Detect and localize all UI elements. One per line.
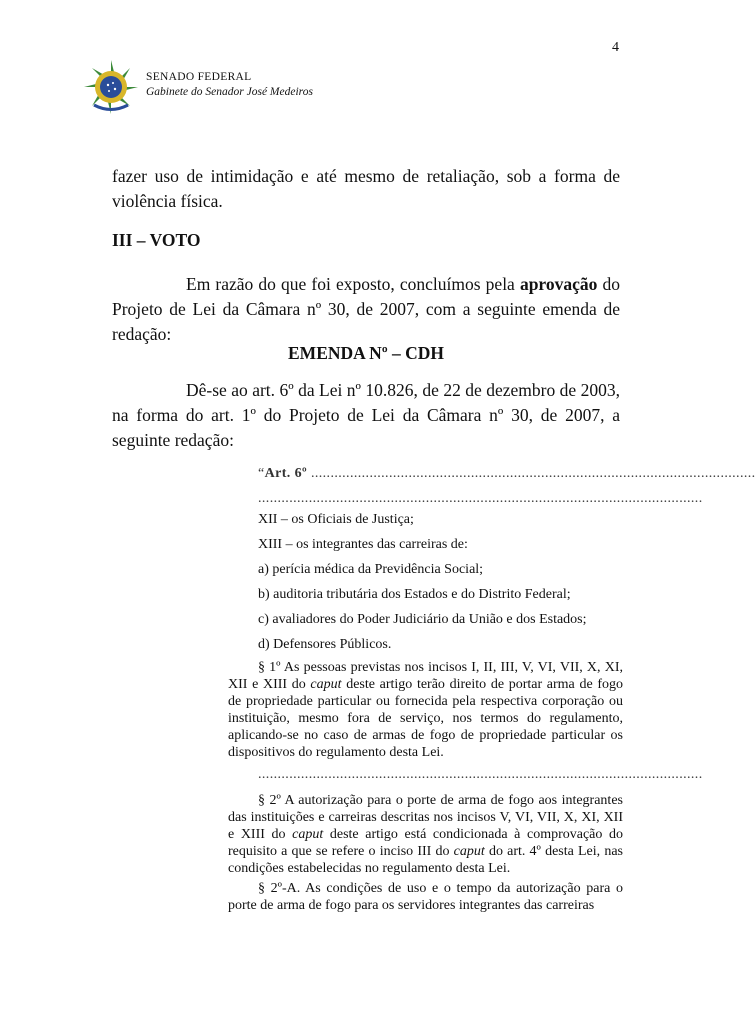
coat-of-arms-seal-icon	[82, 58, 140, 116]
article-label: Art. 6º	[264, 466, 308, 481]
list-item: XIII – os integrantes das carreiras de:	[258, 537, 468, 552]
paragraph-conclusion	[112, 272, 620, 347]
approval-word: aprovação	[519, 274, 598, 294]
page-number: 4	[612, 40, 619, 55]
list-item: b) auditoria tributária dos Estados e do Distrito Federal;	[258, 587, 571, 602]
paragraph-amendment-rest: na forma do art. 1º do Projeto de Lei da Câmara nº 30, de 2007, a seguinte redação:	[112, 405, 620, 450]
list-item: d) Defensores Públicos.	[258, 637, 392, 652]
paragraph-intimidation: fazer uso de intimidação e até mesmo de retaliação, sob a forma de violência física.	[112, 166, 620, 211]
ellipsis-line: ..................................................................................................................	[258, 491, 703, 506]
amendment-title: EMENDA Nº – CDH	[288, 343, 444, 363]
caput-term: caput	[453, 844, 485, 859]
paragraph-amendment-intro	[112, 378, 620, 453]
quote-article-6: “Art. 6º ..................................................................................................................	[258, 466, 756, 481]
section-title-voto: III – VOTO	[112, 230, 201, 250]
list-item: a) perícia médica da Previdência Social;	[258, 562, 484, 577]
office-name: Gabinete do Senador José Medeiros	[146, 86, 313, 98]
paragraph-section-1: § 1º As pessoas previstas nos incisos I, II, III, V, VI, VII, X, XI, XII e XIII do caput deste artigo terão direito de portar arma de fogo de propriedade particular ou fornecida pela respectiva corporação ou instituição, mesmo fora de serviço, nos termos do regulamento, aplicando-se no caso de armas de fogo de propriedade particular os dispositivos do regulamento desta Lei.	[228, 660, 623, 760]
list-item: XII – os Oficiais de Justiça;	[258, 512, 414, 527]
page-header	[146, 70, 313, 100]
paragraph-conclusion-first-line: Em razão do que foi exposto, concluímos pela aprovação do	[186, 274, 621, 294]
ellipsis-line: ..................................................................................................................	[258, 767, 703, 782]
institution-name: SENADO FEDERAL	[146, 71, 252, 83]
paragraph-conclusion-rest: Projeto de Lei da Câmara nº 30, de 2007, com a seguinte emenda de redação:	[112, 299, 620, 344]
paragraph-amendment-first-line: Dê-se ao art. 6º da Lei nº 10.826, de 22 de dezembro de 2003,	[186, 380, 620, 400]
paragraph-section-2a: § 2º-A. As condições de uso e o tempo da autorização para o porte de arma de fogo para os servidores integrantes das carreiras	[228, 881, 623, 913]
paragraph-section-2: § 2º A autorização para o porte de arma de fogo aos integrantes das instituições e carreiras descritas nos incisos V, VI, VII, X, XI, XII e XIII do caput deste artigo está condicionada à comprovação do requisito a que se refere o inciso III do caput do art. 4º desta Lei, nas condições estabelecidas no regulamento desta Lei.	[228, 793, 623, 876]
caput-term: caput	[292, 827, 324, 842]
list-item: c) avaliadores do Poder Judiciário da União e dos Estados;	[258, 612, 587, 627]
caput-term: caput	[310, 677, 342, 692]
